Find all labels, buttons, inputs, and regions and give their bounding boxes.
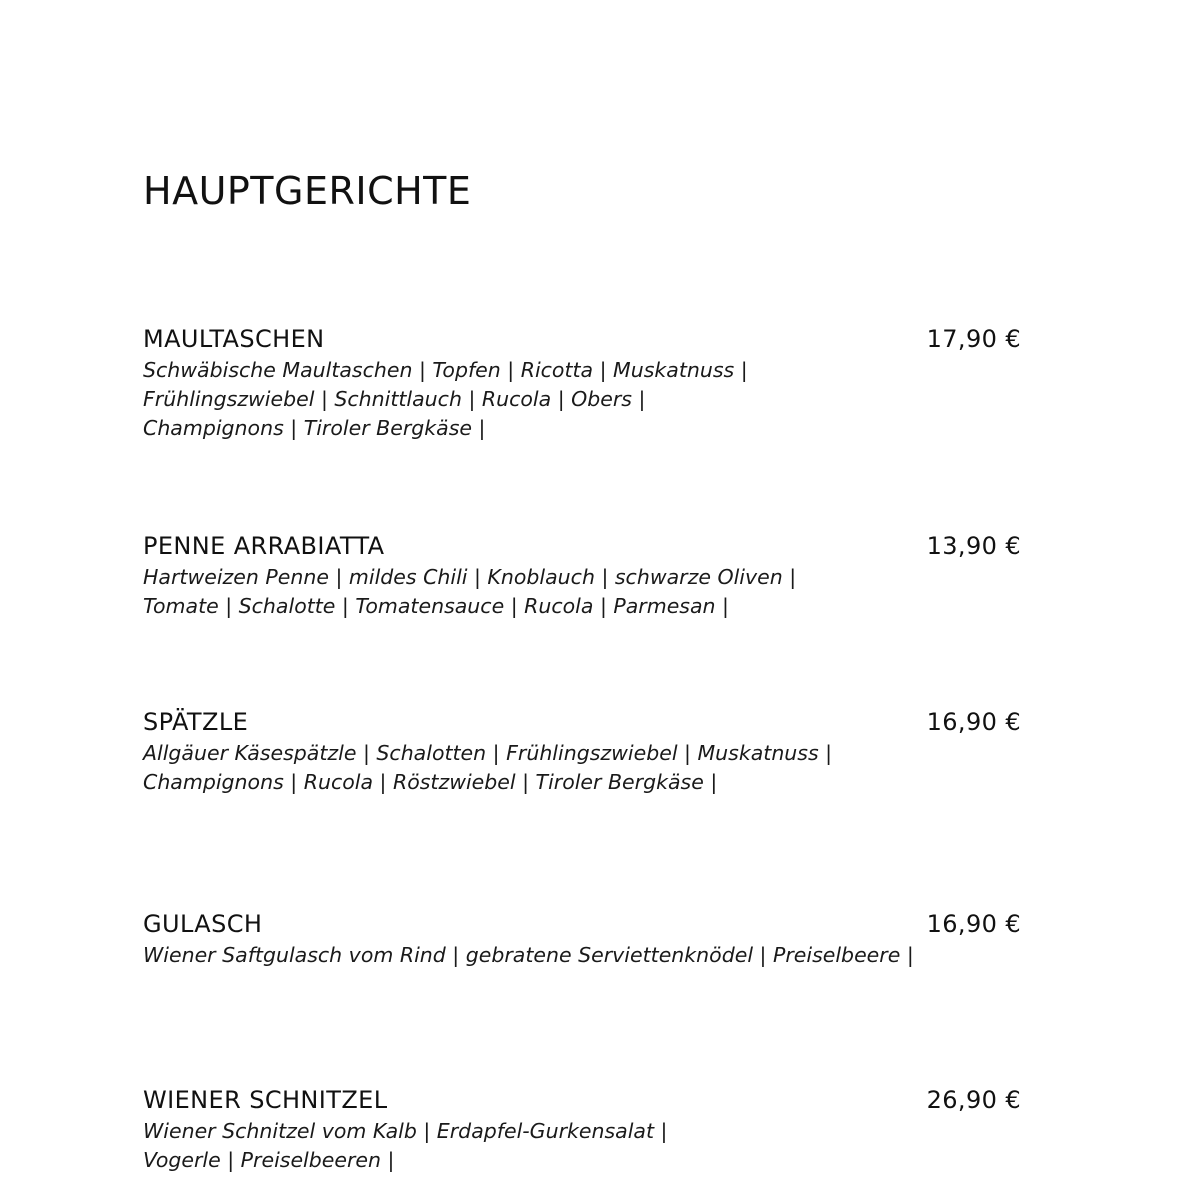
description-line: Champignons | Tiroler Bergkäse |	[143, 416, 486, 440]
item-price: 16,90 €	[926, 910, 1021, 938]
item-price: 26,90 €	[926, 1086, 1021, 1114]
description-line: Hartweizen Penne | mildes Chili | Knoblauch | schwarze Oliven |	[143, 565, 797, 589]
item-price: 16,90 €	[926, 708, 1021, 736]
item-price: 13,90 €	[926, 532, 1021, 560]
description-line: Frühlingszwiebel | Schnittlauch | Rucola | Obers |	[143, 387, 646, 411]
description-line: Wiener Schnitzel vom Kalb | Erdapfel-Gurkensalat |	[143, 1119, 668, 1143]
item-name: GULASCH	[143, 910, 263, 938]
description-line: Vogerle | Preiselbeeren |	[143, 1148, 395, 1172]
item-description	[143, 739, 1023, 797]
description-line: Schwäbische Maultaschen | Topfen | Ricotta | Muskatnuss |	[143, 358, 748, 382]
menu-item-gulasch	[143, 909, 1023, 970]
item-name: SPÄTZLE	[143, 708, 249, 736]
description-line: Allgäuer Käsespätzle | Schalotten | Frühlingszwiebel | Muskatnuss |	[143, 741, 833, 765]
item-description	[143, 941, 1023, 970]
item-description	[143, 1117, 1023, 1175]
item-name: WIENER SCHNITZEL	[143, 1086, 388, 1114]
item-description	[143, 563, 1023, 621]
item-name: MAULTASCHEN	[143, 325, 325, 353]
menu-item-penne-arrabiatta	[143, 531, 1023, 621]
item-name: PENNE ARRABIATTA	[143, 532, 385, 560]
menu-item-spaetzle	[143, 707, 1023, 797]
item-description	[143, 356, 1023, 443]
item-price: 17,90 €	[926, 325, 1021, 353]
description-line: Champignons | Rucola | Röstzwiebel | Tiroler Bergkäse |	[143, 770, 718, 794]
menu-item-maultaschen	[143, 324, 1023, 443]
menu-item-wiener-schnitzel	[143, 1085, 1023, 1175]
description-line: Wiener Saftgulasch vom Rind | gebratene Serviettenknödel | Preiselbeere |	[143, 943, 914, 967]
description-line: Tomate | Schalotte | Tomatensauce | Rucola | Parmesan |	[143, 594, 729, 618]
section-title: HAUPTGERICHTE	[143, 169, 472, 213]
